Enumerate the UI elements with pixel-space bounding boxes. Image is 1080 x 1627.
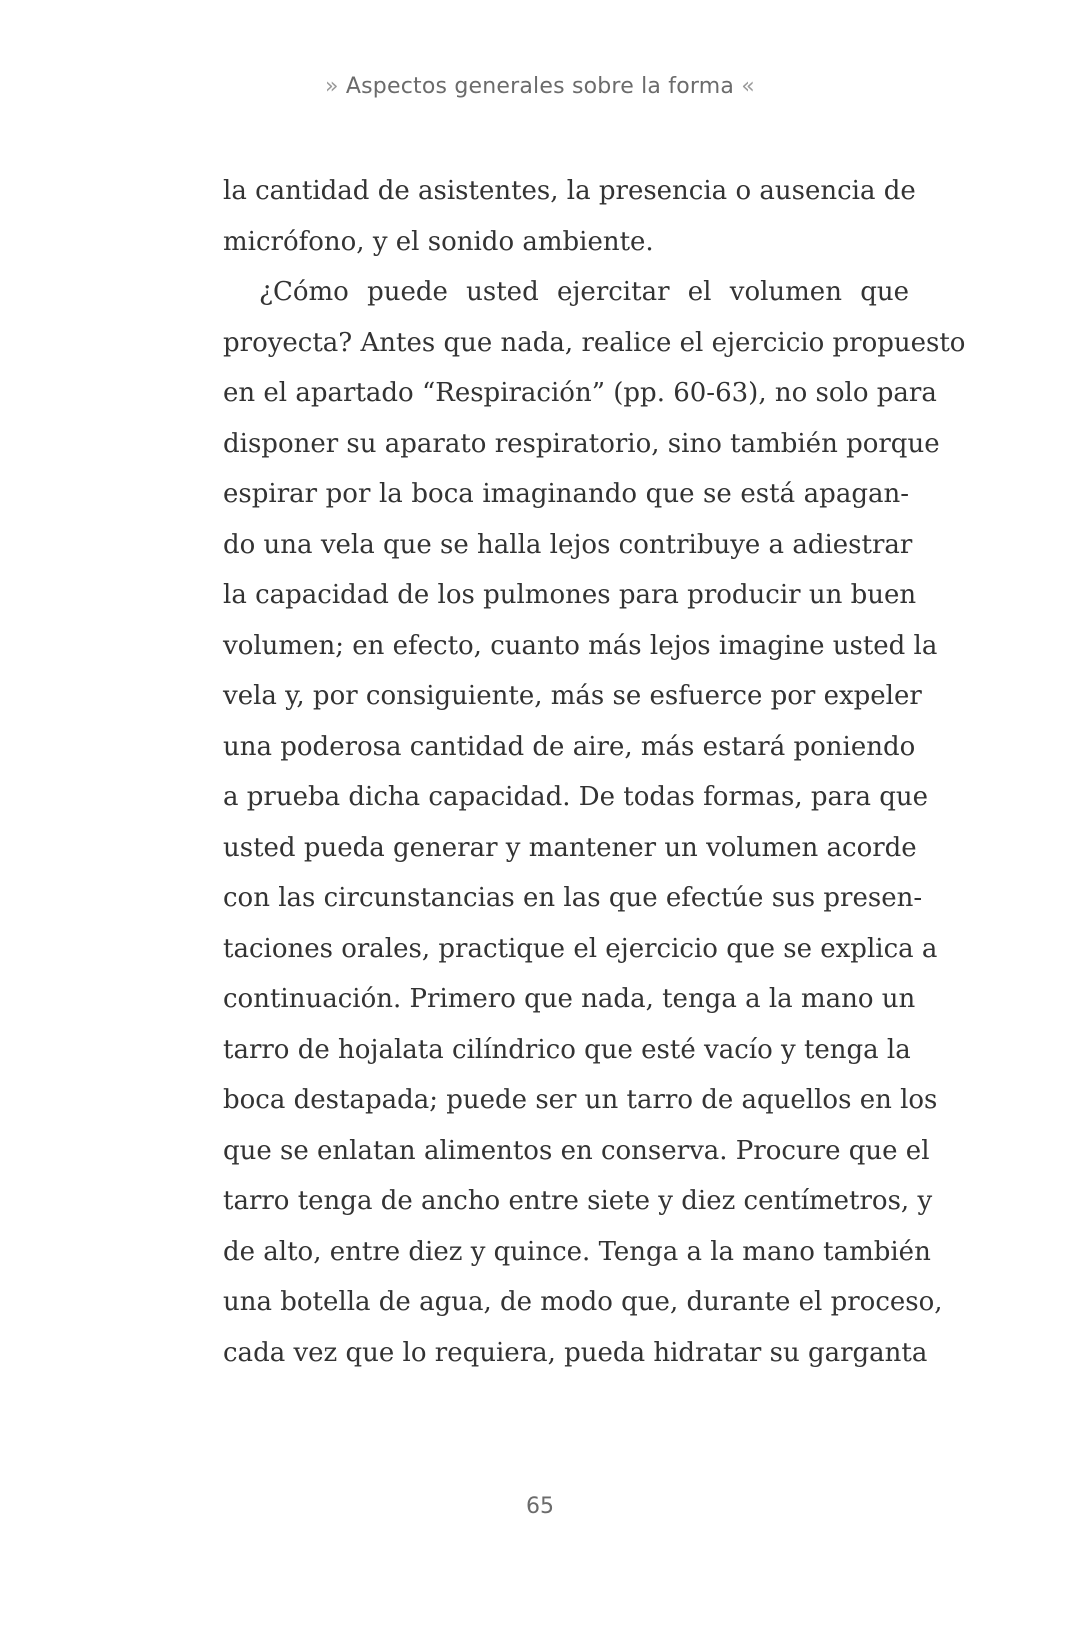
text-line: que se enlatan alimentos en conserva. Procure que el [223,1135,930,1166]
text-line: do una vela que se halla lejos contribuye a adiestrar [223,529,913,560]
text-line: tarro tenga de ancho entre siete y diez centímetros, y [223,1186,933,1216]
text-line: usted pueda generar y mantener un volumen acorde [223,832,917,863]
text-line: cada vez que lo requiera, pueda hidratar su garganta [223,1337,928,1368]
running-header [0,74,1080,99]
text-line: la cantidad de asistentes, la presencia o ausencia de [223,176,916,206]
text-line: una botella de agua, de modo que, durante el proceso, [223,1287,943,1317]
text-line: taciones orales, practique el ejercicio que se explica a [223,933,938,964]
text-line: con las circunstancias en las que efectúe sus presen- [223,883,923,913]
text-line: micrófono, y el sonido ambiente. [223,226,654,257]
text-line: en el apartado “Respiración” (pp. 60-63), no solo para [223,378,937,408]
page-number: 65 [526,1494,554,1519]
text-line: boca destapada; puede ser un tarro de aquellos en los [223,1085,938,1115]
header-title: Aspectos generales sobre la forma [345,74,735,99]
body-text [223,166,966,1378]
text-line: la capacidad de los pulmones para producir un buen [223,580,917,610]
text-line: disponer su aparato respiratorio, sino también porque [223,428,940,459]
text-line: proyecta? Antes que nada, realice el ejercicio propuesto [223,327,966,358]
header-left-mark: » [325,74,339,99]
text-line: volumen; en efecto, cuanto más lejos imagine usted la [223,630,938,661]
text-line: de alto, entre diez y quince. Tenga a la mano también [223,1236,931,1267]
text-line: vela y, por consiguiente, más se esfuerce por expeler [223,681,922,711]
text-line: tarro de hojalata cilíndrico que esté vacío y tenga la [223,1034,911,1065]
header-right-mark: « [741,74,755,99]
text-line: espirar por la boca imaginando que se está apagan- [223,479,909,509]
text-line: ¿Cómo puede usted ejercitar el volumen que [259,277,909,307]
text-line: a prueba dicha capacidad. De todas formas, para que [223,782,929,812]
text-line: continuación. Primero que nada, tenga a la mano un [223,984,916,1014]
text-line: una poderosa cantidad de aire, más estará poniendo [223,731,916,762]
